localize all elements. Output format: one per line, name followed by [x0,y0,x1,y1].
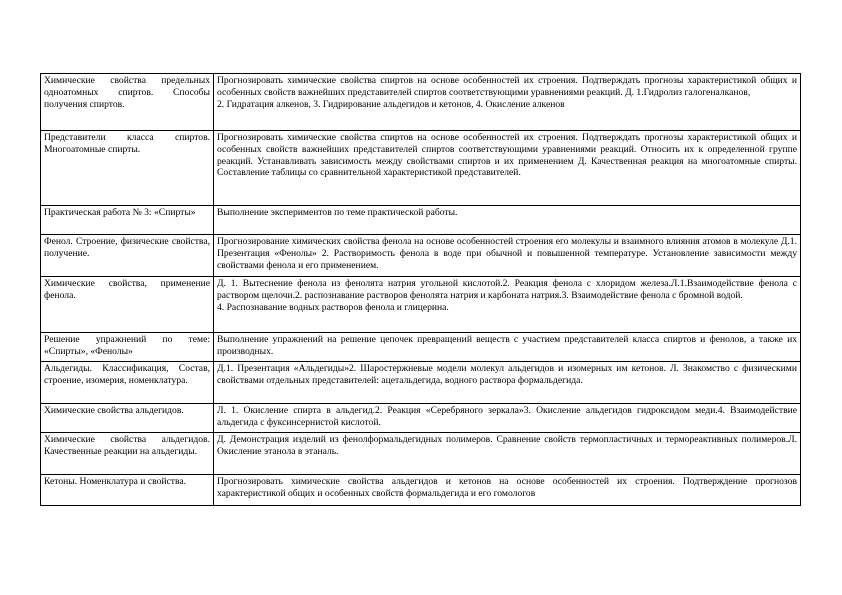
table-row [41,333,801,362]
table-row [41,362,801,404]
activity-text: Прогнозировать химические свойства спиртов на основе особенностей их строения. Подтверждать прогнозы характеристикой общих и особенных свойств важнейших представителей спиртов соответствующими уравнениями реакций. Д. 1.Гидролиз галогеналканов, [217,75,797,98]
topic-cell: Фенол. Строение, физические свойства, получение. [41,235,214,277]
topic-cell: Практическая работа № 3: «Спирты» [41,206,214,235]
topic-cell: Химические свойства предельных одноатомных спиртов. Способы получения спиртов. [41,74,214,131]
table-row [41,74,801,131]
activity-text: Прогнозирование химических свойства фенола на основе особенностей строения его молекулы и взаимного влияния атомов в молекуле Д.1. Презентация «Фенолы» 2. Растворимость фенола в воде при обычной и повышенной температуре. Установление зависимости между свойствами фенола и его применением. [217,236,797,271]
activities-cell [214,74,801,131]
table-row [41,475,801,506]
activities-cell [214,362,801,404]
activities-cell [214,333,801,362]
table-row [41,206,801,235]
activity-text: Д. 1. Вытеснение фенола из фенолята натрия угольной кислотой.2. Реакция фенола с хлоридом железа.Л.1.Взаимодействие фенола с раствором щелочи.2. распознавание растворов фенолята натрия и карбоната натрия.3. Взаимодействие фенола с бромной водой. [217,278,797,301]
table-row [41,131,801,206]
activity-text: Прогнозировать химические свойства спиртов на основе особенностей их строения. Подтверждать прогнозы характеристикой общих и особенных свойств важнейших представителей спиртов соответствующими уравнениями реакций. Относить их к определенной группе реакций. Устанавливать зависимость между свойствами спиртов и их применением Д. Качественная реакция на многоатомные спирты. Составление таблицы со сравнительной характеристикой представителей. [217,132,797,179]
table-row [41,277,801,333]
activities-cell [214,475,801,506]
activity-text: Л. 1. Окисление спирта в альдегид.2. Реакция «Серебряного зеркала»3. Окисление альдегидов гидроксидом меди.4. Взаимодействие альдегида с фуксинсернистой кислотой. [217,405,797,428]
table-row [41,235,801,277]
activities-cell [214,235,801,277]
topic-cell: Альдегиды. Классификация, Состав, строение, изомерия, номенклатура. [41,362,214,404]
activity-text: Выполнение экспериментов по теме практической работы. [217,207,458,218]
topic-cell: Химические свойства, применение фенола. [41,277,214,333]
activity-text: Д. Демонстрация изделий из фенолформальдегидных полимеров. Сравнение свойств термопластичных и термореактивных полимеров.Л. Окисление этанола в этаналь. [217,434,797,457]
activity-text: 4. Распознавание водных растворов фенола и глицерина. [217,301,449,313]
topic-cell: Химические свойства альдегидов. [41,404,214,433]
activities-cell [214,206,801,235]
activity-text: 2. Гидратация алкенов, 3. Гидрирование альдегидов и кетонов, 4. Окисление алкенов [217,98,565,110]
activity-text: Выполнение упражнений на решение цепочек превращений веществ с участием представителей класса спиртов и фенолов, а также их производных. [217,334,797,357]
activities-cell [214,277,801,333]
activity-text: Д.1. Презентация «Альдегиды»2. Шаростержневые модели молекул альдегидов и изомерных им кетонов. Л. Знакомство с физическими свойствами отдельных представителей: ацетальдегида, водного раствора формальдегида. [217,363,797,386]
lesson-plan-table [40,73,801,506]
table-row [41,404,801,433]
topic-cell: Химические свойства альдегидов. Качественные реакции на альдегиды. [41,433,214,475]
topic-cell: Решение упражнений по теме: «Спирты», «Фенолы» [41,333,214,362]
topic-cell: Кетоны. Номенклатура и свойства. [41,475,214,506]
table-row [41,433,801,475]
activities-cell [214,404,801,433]
activities-cell [214,433,801,475]
activity-text: Прогнозировать химические свойства альдегидов и кетонов на основе особенностей их строения. Подтверждение прогнозов характеристикой общих и особенных свойств формальдегида и его гомологов [217,476,797,499]
topic-cell: Представители класса спиртов. Многоатомные спирты. [41,131,214,206]
activities-cell [214,131,801,206]
